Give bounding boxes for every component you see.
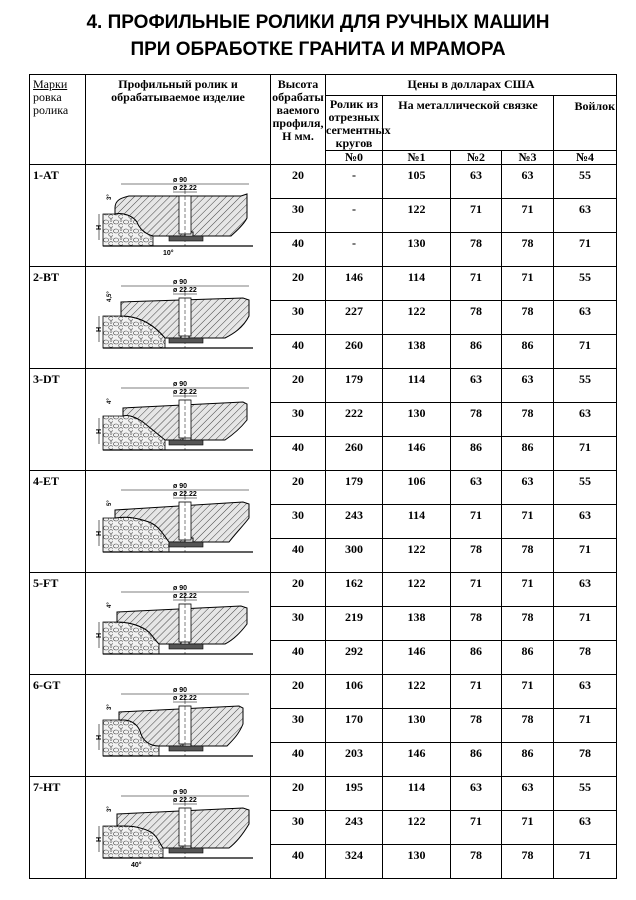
cell-n2: 71 — [451, 267, 502, 301]
cell-n2: 63 — [451, 777, 502, 811]
header-height-line5: Н мм. — [282, 129, 314, 143]
header-mark — [30, 75, 86, 165]
cell-n4: 63 — [554, 301, 617, 335]
cell-n4: 71 — [554, 845, 617, 879]
cell-n3: 78 — [502, 301, 554, 335]
roller-mark: 6-GT — [30, 675, 86, 777]
cell-n1: 130 — [383, 709, 451, 743]
roller-mark: 4-ET — [30, 471, 86, 573]
cell-n1: 114 — [383, 777, 451, 811]
price-row — [30, 369, 617, 403]
header-mark-line2: ровка — [33, 90, 62, 104]
diameter-2222-label: ø 22.22 — [173, 286, 197, 294]
diameter-2222-label: ø 22.22 — [173, 796, 197, 804]
cell-h: 30 — [271, 301, 326, 335]
cell-n3: 78 — [502, 607, 554, 641]
roller-mark: 5-FT — [30, 573, 86, 675]
roller-drawing — [93, 174, 263, 258]
cell-n4: 63 — [554, 573, 617, 607]
cell-n0: 292 — [326, 641, 383, 675]
roller-profile-cell — [86, 777, 271, 879]
cell-n1: 146 — [383, 437, 451, 471]
cell-n0: - — [326, 165, 383, 199]
header-height-line1: Высота — [277, 77, 319, 91]
header-profile-line2: обрабатываемое изделие — [111, 90, 245, 104]
cell-n1: 122 — [383, 199, 451, 233]
price-row — [30, 675, 617, 709]
cell-n1: 130 — [383, 845, 451, 879]
price-row — [30, 573, 617, 607]
cell-n0: 179 — [326, 471, 383, 505]
cell-n0: 227 — [326, 301, 383, 335]
diameter-90-label: ø 90 — [173, 380, 188, 388]
diameter-90-label: ø 90 — [173, 788, 188, 796]
cell-n3: 71 — [502, 573, 554, 607]
roller-drawing — [93, 684, 263, 768]
cell-n0: 162 — [326, 573, 383, 607]
page-subtitle: ПРИ ОБРАБОТКЕ ГРАНИТА И МРАМОРА — [130, 39, 506, 60]
angle-label: 4° — [107, 601, 113, 608]
header-mark-line3: ролика — [33, 103, 69, 117]
cell-n0: 170 — [326, 709, 383, 743]
header-n3: №3 — [502, 151, 554, 165]
cell-n4: 71 — [554, 233, 617, 267]
cell-n4: 63 — [554, 675, 617, 709]
cell-n0: 324 — [326, 845, 383, 879]
roller-hub — [169, 542, 203, 547]
roller-profile-cell — [86, 573, 271, 675]
header-profile-line1: Профильный ролик и — [118, 77, 238, 91]
header-felt: Войлок — [554, 96, 617, 151]
cell-h: 30 — [271, 403, 326, 437]
cell-n1: 122 — [383, 675, 451, 709]
roller-drawing — [93, 276, 263, 360]
cell-h: 20 — [271, 165, 326, 199]
cell-n3: 63 — [502, 369, 554, 403]
cell-h: 20 — [271, 573, 326, 607]
roller-mark: 1-AT — [30, 165, 86, 267]
cell-n3: 78 — [502, 709, 554, 743]
cell-h: 40 — [271, 233, 326, 267]
roller-mark: 7-HT — [30, 777, 86, 879]
cell-n2: 63 — [451, 369, 502, 403]
cell-n2: 78 — [451, 403, 502, 437]
roller-hub — [169, 644, 203, 649]
h-label: H — [96, 734, 103, 740]
roller-drawing — [93, 786, 263, 870]
cell-n4: 63 — [554, 505, 617, 539]
cell-n2: 63 — [451, 165, 502, 199]
header-cut-line2: отрезных — [328, 110, 380, 124]
price-row — [30, 165, 617, 199]
cell-n4: 55 — [554, 267, 617, 301]
header-n4: №4 — [554, 151, 617, 165]
cell-n2: 86 — [451, 437, 502, 471]
diameter-2222-label: ø 22.22 — [173, 490, 197, 498]
cell-n4: 63 — [554, 403, 617, 437]
cell-n0: - — [326, 233, 383, 267]
cell-n3: 86 — [502, 743, 554, 777]
cell-n3: 86 — [502, 335, 554, 369]
cell-n3: 71 — [502, 811, 554, 845]
angle-40-label: 40° — [131, 861, 142, 869]
cell-n1: 122 — [383, 811, 451, 845]
cell-n3: 71 — [502, 675, 554, 709]
diameter-90-label: ø 90 — [173, 278, 188, 286]
cell-n1: 138 — [383, 607, 451, 641]
cell-n2: 78 — [451, 845, 502, 879]
cell-n3: 63 — [502, 777, 554, 811]
cell-h: 30 — [271, 811, 326, 845]
cell-n1: 138 — [383, 335, 451, 369]
roller-profile-cell — [86, 471, 271, 573]
cell-n2: 78 — [451, 709, 502, 743]
cell-n3: 86 — [502, 641, 554, 675]
angle-label: 3° — [107, 193, 113, 200]
header-profile — [86, 75, 271, 165]
header-row-1 — [30, 75, 617, 96]
diameter-2222-label: ø 22.22 — [173, 694, 197, 702]
cell-n2: 71 — [451, 675, 502, 709]
header-n0: №0 — [326, 151, 383, 165]
cell-n2: 78 — [451, 233, 502, 267]
cell-n0: 195 — [326, 777, 383, 811]
roller-mark: 3-DT — [30, 369, 86, 471]
h-label: H — [96, 632, 103, 638]
roller-mark: 2-BT — [30, 267, 86, 369]
cell-n0: 222 — [326, 403, 383, 437]
cell-n4: 78 — [554, 641, 617, 675]
cell-n2: 71 — [451, 199, 502, 233]
cell-h: 40 — [271, 641, 326, 675]
diameter-90-label: ø 90 — [173, 686, 188, 694]
cell-h: 20 — [271, 471, 326, 505]
cell-n1: 122 — [383, 301, 451, 335]
cell-n3: 71 — [502, 505, 554, 539]
header-height-line2: обрабаты — [272, 90, 324, 104]
cell-n1: 122 — [383, 573, 451, 607]
cell-h: 40 — [271, 437, 326, 471]
roller-hub — [169, 746, 203, 751]
cell-n3: 71 — [502, 267, 554, 301]
cell-h: 30 — [271, 505, 326, 539]
cell-n2: 86 — [451, 641, 502, 675]
cell-n0: 260 — [326, 335, 383, 369]
cell-n3: 78 — [502, 539, 554, 573]
cell-n4: 55 — [554, 369, 617, 403]
cell-n1: 106 — [383, 471, 451, 505]
diameter-2222-label: ø 22.22 — [173, 184, 197, 192]
h-label: H — [96, 836, 103, 842]
cell-n4: 71 — [554, 335, 617, 369]
diameter-2222-label: ø 22.22 — [173, 388, 197, 396]
cell-n3: 78 — [502, 403, 554, 437]
cell-h: 20 — [271, 675, 326, 709]
price-table — [29, 74, 617, 879]
cell-n0: 106 — [326, 675, 383, 709]
cell-n4: 71 — [554, 709, 617, 743]
header-mark-line1: Марки — [33, 77, 68, 91]
header-height-line4: профиля, — [272, 116, 324, 130]
cell-n4: 55 — [554, 165, 617, 199]
header-height-line3: ваемого — [276, 103, 320, 117]
cell-n0: 243 — [326, 505, 383, 539]
cell-n4: 63 — [554, 811, 617, 845]
cell-n2: 71 — [451, 811, 502, 845]
cell-h: 40 — [271, 743, 326, 777]
cell-n2: 63 — [451, 471, 502, 505]
cell-h: 40 — [271, 335, 326, 369]
cell-h: 40 — [271, 845, 326, 879]
cell-n1: 130 — [383, 233, 451, 267]
header-height — [271, 75, 326, 165]
angle-label: 3° — [107, 703, 113, 710]
cell-h: 20 — [271, 267, 326, 301]
cell-n1: 114 — [383, 369, 451, 403]
cell-n3: 63 — [502, 471, 554, 505]
cell-n3: 63 — [502, 165, 554, 199]
cell-n2: 71 — [451, 573, 502, 607]
h-label: H — [96, 428, 103, 434]
header-cut — [326, 96, 391, 151]
cell-n1: 146 — [383, 743, 451, 777]
h-label: H — [96, 224, 103, 230]
cell-n4: 63 — [554, 199, 617, 233]
cell-n3: 78 — [502, 233, 554, 267]
page-title: 4. ПРОФИЛЬНЫЕ РОЛИКИ ДЛЯ РУЧНЫХ МАШИН — [86, 12, 550, 33]
header-cut-line4: кругов — [335, 136, 373, 150]
cell-n0: 219 — [326, 607, 383, 641]
roller-drawing — [93, 582, 263, 666]
cell-n2: 86 — [451, 335, 502, 369]
cell-n4: 71 — [554, 437, 617, 471]
cell-n4: 78 — [554, 743, 617, 777]
header-prices: Цены в долларах США — [326, 75, 617, 96]
diameter-90-label: ø 90 — [173, 584, 188, 592]
cell-n2: 71 — [451, 505, 502, 539]
cell-h: 30 — [271, 709, 326, 743]
cell-h: 30 — [271, 607, 326, 641]
roller-profile-cell — [86, 369, 271, 471]
cell-n2: 78 — [451, 607, 502, 641]
cell-n1: 114 — [383, 505, 451, 539]
cell-n1: 130 — [383, 403, 451, 437]
diameter-90-label: ø 90 — [173, 176, 188, 184]
cell-n4: 71 — [554, 539, 617, 573]
angle-10-label: 10° — [163, 249, 174, 257]
price-row — [30, 777, 617, 811]
cell-n0: - — [326, 199, 383, 233]
cell-n2: 78 — [451, 539, 502, 573]
roller-drawing — [93, 480, 263, 564]
cell-n3: 86 — [502, 437, 554, 471]
header-metal: На металлической связке — [383, 96, 554, 151]
cell-n3: 78 — [502, 845, 554, 879]
cell-n0: 243 — [326, 811, 383, 845]
cell-h: 20 — [271, 777, 326, 811]
header-n1: №1 — [383, 151, 451, 165]
roller-drawing — [93, 378, 263, 462]
cell-n0: 300 — [326, 539, 383, 573]
cell-n0: 203 — [326, 743, 383, 777]
cell-n2: 86 — [451, 743, 502, 777]
diameter-2222-label: ø 22.22 — [173, 592, 197, 600]
cell-n1: 114 — [383, 267, 451, 301]
roller-hub — [169, 236, 203, 241]
cell-n4: 55 — [554, 777, 617, 811]
roller-hub — [169, 440, 203, 445]
h-label: H — [96, 530, 103, 536]
angle-label: 3° — [107, 805, 113, 812]
h-label: H — [96, 326, 103, 332]
roller-hub — [169, 338, 203, 343]
cell-n3: 71 — [502, 199, 554, 233]
cell-n2: 78 — [451, 301, 502, 335]
angle-label: 4° — [107, 397, 113, 404]
cell-h: 40 — [271, 539, 326, 573]
cell-n1: 122 — [383, 539, 451, 573]
cell-h: 20 — [271, 369, 326, 403]
roller-profile-cell — [86, 675, 271, 777]
angle-label: 5° — [107, 499, 113, 506]
cell-n0: 146 — [326, 267, 383, 301]
price-row — [30, 471, 617, 505]
cell-n1: 146 — [383, 641, 451, 675]
cell-n4: 55 — [554, 471, 617, 505]
cell-h: 30 — [271, 199, 326, 233]
cell-n1: 105 — [383, 165, 451, 199]
price-row — [30, 267, 617, 301]
roller-hub — [169, 848, 203, 853]
angle-label: 4,5° — [107, 290, 113, 302]
diameter-90-label: ø 90 — [173, 482, 188, 490]
roller-profile-cell — [86, 267, 271, 369]
header-n2: №2 — [451, 151, 502, 165]
cell-n4: 71 — [554, 607, 617, 641]
cell-n0: 179 — [326, 369, 383, 403]
header-cut-line3: сегментных — [326, 123, 391, 137]
header-cut-line1: Ролик из — [329, 97, 379, 111]
roller-profile-cell — [86, 165, 271, 267]
cell-n0: 260 — [326, 437, 383, 471]
